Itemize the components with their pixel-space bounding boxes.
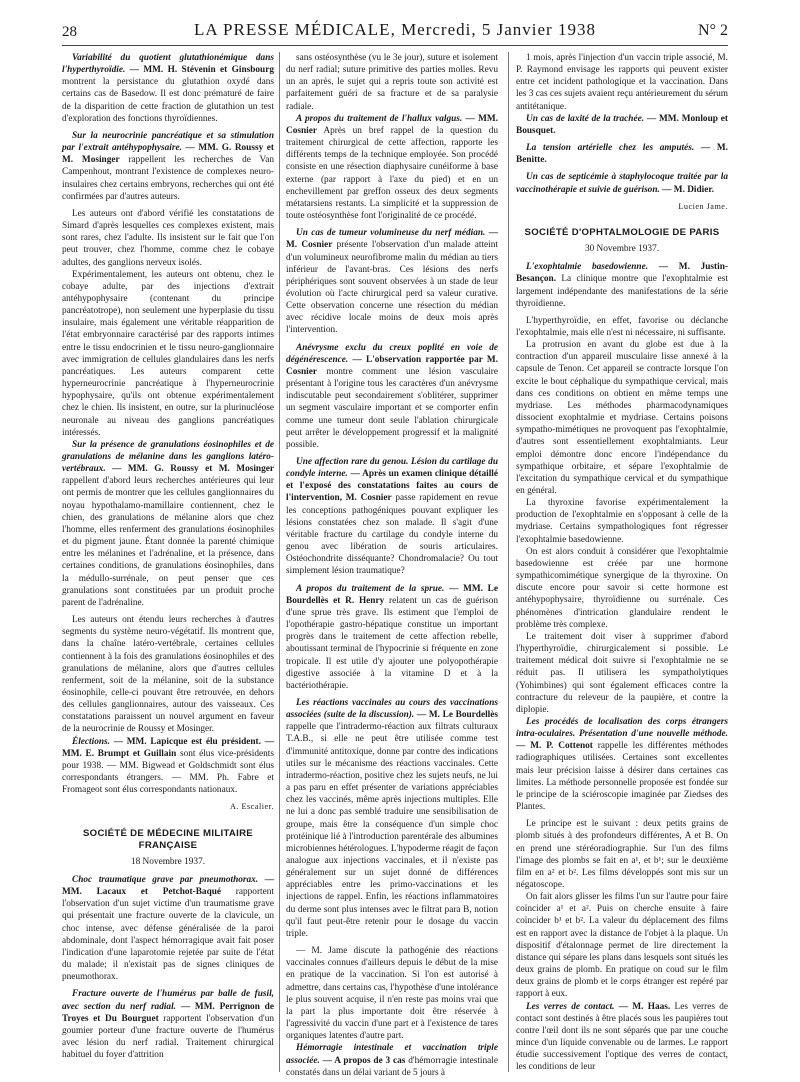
column-divider (279, 52, 280, 1072)
paragraph: Le principe est le suivant : deux petits grains de plomb situés à des profondeurs différentes, A et B. On en prend une stéréoradiographie. Sur l'un des films l'image des plombs se fait en a¹, et b¹; sur le deuxième film en a² et b². Les films développés sont mis sur un négatoscope. (516, 819, 728, 890)
communication (286, 113, 498, 222)
communication-authors: — MM. Lapicque est élu président. — MM. E. Brumpt et Guillain (62, 736, 274, 759)
paragraph: Les auteurs ont étendu leurs recherches à d'autres segments du système neuro-végétatif. Ils montrent que, dans la chaîne latéro-vertébrale, certaines cellules contiennent à la fois des granulations éosinophiles et des granulations de mélanine, alors que d'autres cellules renferment, soit de la mélanine, soit de la substance éosinophile, celle-ci pouvant être retrouvée, en dehors des cellules ganglionnaires, autour des vaisseaux. Ces constatations paraissent un nouvel argument en faveur de la neurocrinie de Roussy et Mosinger. (62, 615, 274, 735)
communication-body: relatent un cas de guérison d'une sprue très grave. Ils estiment que l'emploi de l'opothérapie gastro-hépatique constitue un important progrès dans le traitement de cette affection rebelle, aboutissant terminal de l'hypocrinie si fréquente en zone tropicale. Il est utile d'y ajouter une polyopothérapie digestive associée à la vitamine D et à la bactériothérapie. (286, 595, 498, 691)
journal-title: LA PRESSE MÉDICALE, Mercredi, 5 Janvier 1938 (194, 20, 596, 39)
signature: Lucien Jame. (678, 201, 728, 211)
communication (516, 716, 728, 813)
communication (62, 874, 274, 983)
communication-body: Les verres de contact sont destinés à être placés sous les paupières tout contre l'œil dont ils ne sont séparés que par une couche mince d'un liquide convenable ou de larmes. Le rapport étudie successivement l'optique des verres de contact, les conditions de leur (516, 1001, 729, 1073)
communication-authors: — MM. G. Roussy et M. Mosinger (62, 143, 274, 166)
communication (516, 1001, 728, 1074)
communication-title: A propos du traitement de la sprue. (296, 583, 445, 594)
communication-authors: — L'observation rapportée par M. Cosnier (286, 354, 498, 377)
session-date: 30 Novembre 1937. (584, 244, 660, 255)
paragraph: Les auteurs ont d'abord vérifié les constatations de Simard d'après lesquelles ces complexes existent, mais sont rares, chez l'adulte. Ils insistent sur le fait que l'on peut trouver, chez l'homme, comme chez le cobaye adultes, des ganglions nerveux isolés. (62, 208, 274, 268)
communication-body: d'hémorragie intestinale constatés dans un délai variant de 5 jours à (286, 1055, 498, 1078)
communication (286, 697, 498, 940)
paragraph: sans ostéosynthèse (vu le 3e jour), suture et isolement du nerf radial; suture primitive des parties molles. Revu un an après, le sujet qui a repris toute son activité est parfaitement guéri de sa fracture et de sa paralysie radiale. (286, 53, 498, 112)
communication-body: rappelle que l'intradermo-réaction aux filtrats culturaux T.A.B., si elle ne peut être utilisée comme test d'immunité antitoxique, donne par contre des indications utiles sur le mécanisme des réactions vaccinales. Cette intradermo-réaction, positive chez les sujets neufs, ne lui a pas paru en effet présenter de variations appréciables chez les vaccinés, même après injections multiples. Elle ne lui a donc pas semblé traduire une sensibilisation de groupe, mais être la conséquence d'un simple choc protéinique lié à l'introduction parentérale des albumines microbiennes hétérologues. L'hypoderme réagit de façon analogue aux injections vaccinales, et il n'existe pas généralement sur un sujet donné de différences appréciables entre les primo-vaccinations et les injections de rappel. Enfin, les réactions inflammatoires du derme sont plus intenses avec le filtrat para B, notion qu'il faut peut-être retenir pour le dosage du vaccin triple. (286, 722, 498, 939)
page-number: 28 (62, 24, 77, 40)
communication-title: Sur la présence de granulations éosinophiles et de granulations de mélanine dans les ganglions latéro-vertébraux. (62, 439, 274, 475)
communication-title: Les procédés de localisation des corps étrangers intra-oculaires. Présentation d'une nouvelle méthode. (516, 716, 728, 740)
communication-body: présente l'observation d'un malade atteint d'un volumineux neurofibrome malin du médian au tiers inférieur de l'avant-bras. Ces lésions des nerfs périphériques sont souvent observées à un stade de leur évolution où l'acte chirurgical perd sa valeur curative. Cette observation concerne une résection du médian avec récidive locale moins de deux mois après l'intervention. (286, 240, 498, 336)
column-1-entries-b (62, 874, 274, 1061)
communication (62, 130, 274, 203)
column-3-entries (516, 52, 728, 196)
communication-title: Hémorragie intestinale et vaccination triple associée. (286, 1043, 498, 1066)
society-heading: SOCIÉTÉ DE MÉDECINE MILITAIRE FRANÇAISE (82, 827, 254, 851)
signature: A. Escalier. (230, 802, 274, 812)
communication-authors: — MM. Monloup et Bousquet. (516, 113, 728, 136)
paragraph: Le traitement doit viser à supprimer d'abord l'hyperthyroïdie, chirurgicalement si possible. Le traitement médical doit suivre si l'exophtalmie ne se réduit pas. Il utilisera les sympatholytiques (Yohimbines) qui sont également efficaces contre la contracture du releveur de la paupière, et contre la diplopie. (516, 631, 728, 715)
communication (62, 52, 274, 125)
paragraph: On fait alors glisser les films l'un sur l'autre pour faire coïncider a¹ et a². Puis on cherche ensuite à faire coïncider b¹ et b². La valeur du déplacement des films est en rapport avec la distance de l'objet à la plaque. Un dispositif d'étalonnage permet de lire directement la distance qui sépare les plans dans lesquels sont situés les deux grains de plomb. En pratique on coud sur le film deux grains de plomb et le corps étranger est repéré par rapport à eux. (516, 892, 728, 1000)
communication-title: Un cas de tumeur volumineuse du nerf médian. (296, 228, 486, 239)
communication-title: Un cas de laxité de la trachée. (526, 113, 645, 124)
communication (286, 342, 498, 451)
communication-authors: — Après un examen clinique détaillé et l'exposé des constatations faites au cours de l'intervention, M. Cosnier (286, 469, 498, 504)
communication (62, 988, 274, 1061)
communication (62, 736, 274, 797)
communication-title: Un cas de septicémie à staphylocoque traitée par la vaccinothérapie et suivie de guérison. (516, 172, 728, 195)
communication-body: sont élus vice-présidents pour 1938. — MM. Bigwead et Goldschmidt sont élus correspondants étrangers. — MM. Ph. Fabre et Fromageot sont élus correspondants nationaux. (62, 748, 275, 796)
communication-authors: — MM. G. Roussy et M. Mosinger (112, 464, 275, 475)
communication (516, 142, 728, 166)
communication-body: rappellent les recherches de Van Campenhout, montrant l'existence de complexes neuro-insulaires chez certains embryons, recherches qui ont été confirmées par d'autres auteurs. (62, 155, 274, 202)
communication-title: Variabilité du quotient glutathionémique dans l'hyperthyroïdie. (62, 53, 274, 76)
communication-authors: — MM. Cosnier (286, 113, 498, 136)
communication-authors: — MM. Le Bourdellès et R. Henry (286, 583, 498, 606)
paragraph: L'hyperthyroïdie, en effet, favorise ou déclanche l'exophtalmie, mais elle n'est ni nécessaire, ni suffisante. (516, 315, 728, 338)
communication-title: A propos du traitement de l'hallux valgus. (296, 113, 463, 124)
communication-body: rappellent d'abord leurs recherches antérieures qui leur ont permis de montrer que les cellules ganglionnaires du noyau hypothalamo-mamillaire contiennent, chez le chien, des granulations de mélanine alors que chez l'homme, elles renferment des granulations éosinophiles et du pigment jaune. Étant donnée la parenté chimique entre les mélanines et l'adrénaline, et la présence, dans certaines conditions, de granulations éosinophiles, dans la médullo-surrénale, on peut penser que ces granulations sont constituées par un produit proche parent de l'adrénaline. (62, 476, 274, 608)
communication-authors: — A propos de 3 cas (322, 1055, 406, 1066)
communication-title: L'exophtalmie basedowienne. (526, 262, 649, 273)
running-header (62, 18, 728, 44)
communication-title: Fracture ouverte de l'humérus par balle de fusil, avec section du nerf radial. (62, 989, 274, 1012)
communication (516, 113, 728, 137)
paragraph: La thyroxine favorise expérimentalement la production de l'exophtalmie en s'opposant à celle de la mydriase. Certains sympathologiques font régresser l'exophtalmie basedowienne. (516, 498, 728, 545)
session-date: 18 Novembre 1937. (130, 856, 206, 867)
communication-body: Après un bref rappel de la question du traitement chirurgical de cette affection, rapporte les différents temps de la technique employée. Son procédé consiste en une résection diaphysaire cunéiforme à base externe (par rapport à l'axe du pied) et en un enchevillement par greffon osseux des deux segments métatarsiens restants. La simplicité et la suppression de toute ostéosynthèse font l'originalité de ce procédé. (286, 125, 499, 222)
communication-title: Élections. (72, 736, 110, 747)
communication-title: Les réactions vaccinales au cours des vaccinations associées (suite de la discussion). (286, 697, 498, 721)
society-heading: SOCIÉTÉ D'OPHTALMOLOGIE DE PARIS (524, 226, 720, 238)
communication-authors: — M. Justin-Besançon. (516, 262, 728, 285)
communication-title: Choc traumatique grave par pneumothorax. (72, 875, 259, 885)
communication (286, 583, 498, 692)
communication-title: Une affection rare du genou. Lésion du cartilage du condyle interne. (286, 457, 498, 480)
communication (516, 171, 728, 195)
communication (286, 456, 498, 578)
paragraph: Expérimentalement, les auteurs ont obtenu, chez le cobaye adulte, par des injections d'extrait antéhypophysaire (contenant du principe pancréatotrope), non seulement une hyperplasie du tissu insulaire, mais également une véritable réapparition de l'état embryonnaire caractérisé par des rapports intimes entre le tissu endocrinien et le tissu neuro-ganglionnaire avec immigration de cellules glandulaires dans les nerfs pancréatiques. Les auteurs comparent cette hyperneurocrinie pancréatique à l'hyperneurocrinie hypophysaire, qu'ils ont obtenue expérimentalement chez le chien. Ils insistent, en outre, sur la plurinucléose neuronale au niveau des ganglions pancréatiques intéressés. (62, 269, 274, 438)
communication-body: passe rapidement en revue les conceptions pathogéniques pouvant expliquer les lésions constatées chez son malade. Il s'agit d'une véritable fracture du cartilage du condyle interne du genou avec libération de souris articulaires. Ostéochondrite disséquante? Chondromalacie? Ou tout simplement lésion traumatique? (286, 493, 498, 577)
paragraph: On est alors conduit à considérer que l'exophtalmie basedowienne est créée par une hormone sympathicomimétique synergique de la thyroxine. On discute encore pour savoir si cette hormone est antéhypophysaire, thyroïdienne ou surrénale. Ces phénomènes d'intrication glandulaire rendent le problème très complexe. (516, 546, 728, 630)
column-2 (286, 52, 499, 1078)
communication-body: rapportent l'observation d'un goumier porteur d'une fracture ouverte de l'humérus avec lésion du nerf radial. Traitement chirurgical habituel du foyer d'attrition (62, 1013, 274, 1061)
communication-authors: — MM. Perrignon de Troyes et Du Bourguet (62, 1001, 274, 1024)
communication-title: Les verres de contact. (526, 1001, 615, 1012)
communication-authors: — M. Didier. (662, 184, 714, 195)
column-2-entries (286, 52, 498, 1079)
column-1 (62, 52, 274, 1072)
communication (286, 1042, 498, 1078)
paragraph: 1 mois, après l'injection d'un vaccin triple associé, M. P. Raymond envisage les rapports qui peuvent exister entre cet incident pathologique et la vaccination. Dans les 3 cas ces sujets avaient reçu antérieurement du sérum antitétanique. (516, 53, 728, 112)
communication-authors: — M. Haas. (618, 1001, 671, 1012)
communication-authors: — M. Benitte. (516, 143, 728, 166)
paragraph: — M. Jame discute la pathogénie des réactions vaccinales connues d'ailleurs depuis le début de la mise en pratique de la vaccination. Si l'on est autorisé à admettre, dans certains cas, l'hypothèse d'une intolérance le plus souvent acquise, il n'en reste pas moins vrai que la part la plus importante doit être réservée à l'agressivité du vaccin d'une part et à l'existence de tares organiques latentes d'autre part. (286, 946, 498, 1042)
communication-body: rappelle les différentes méthodes radiographiques utilisées. Certaines sont excellentes mais leur précision laisse à désirer dans certaines cas limites. La méthode personnelle proposée est fondée sur le principe de la sciéroscopie imaginée par Ziedses des Plantes. (516, 741, 728, 813)
communication-authors: — MM. Lacaux et Petchot-Baqué (62, 875, 274, 898)
header-rule (62, 45, 728, 46)
communication-title: La tension artérielle chez les amputés. (526, 143, 695, 154)
communication-title: Anévrysme exclu du creux poplité en voie de dégénérescence. (286, 342, 498, 365)
communication-body: rapportent l'observation d'un sujet victime d'un traumatisme grave qui présentait une fracture ouverte de la clavicule, un choc intense, avec défense généralisée de la paroi abdominale, dont l'aspect hémorragique avait fait poser l'indication d'une laparotomie rejetée par suite de l'état du malade; il n'existait pas de signes cliniques de pneumothorax. (62, 887, 274, 983)
column-3-entries-b (516, 261, 728, 1073)
communication-body: montre comment une lésion vasculaire présentant à l'origine tous les caractères d'un anévrysme indiscutable peut secondairement s'oblitérer, supprimer un segment vasculaire important et se comporter enfin comme une tumeur dont seule l'ablation chirurgicale peut arrêter le développement progressif et la malignité possible. (286, 366, 498, 450)
communication-body: montrent la persistance du glutathion oxydé dans certains cas de Basedow. Il est donc prématuré de faire de la disparition de cette fraction de glutathion un test d'exploration des fonctions thyroïdiennes. (62, 77, 274, 124)
communication-authors: — M. Cosnier (286, 228, 498, 251)
communication (516, 261, 728, 310)
column-1-entries (62, 52, 274, 796)
communication (62, 439, 274, 609)
issue-number: N° 2 (698, 22, 728, 39)
column-divider (508, 52, 509, 1072)
column-3 (516, 52, 728, 1072)
communication-authors: — M. Le Bourdellès (416, 710, 498, 721)
paragraph: La protrusion en avant du globe est due à la contraction d'un appareil musculaire lisse annexé à la capsule de Tenon. Cet appareil se contracte lorsque l'on excite le bout céphalique du sympathique cervical, mais dans ces conditions on obtient en même temps une mydriase. Les méthodes pharmacodynamiques dissocient exophtalmie et mydriase. Certains poisons sympatho-mimétiques ne provoquent pas l'exophtalmie, d'autres sont essentiellement exophtalmiants. Leur emploi démontre donc encore l'indépendance du sympathique orbitaire, et sépare l'exophtalmie de l'excitation du sympathique cervical et du sympathique en général. (516, 340, 728, 496)
communication-title: Sur la neurocrinie pancréatique et sa stimulation par l'extrait antéhypophysaire. (62, 130, 274, 154)
communication-body: La clinique montre que l'exophtalmie est largement indépendante des manifestations de la série thyroïdienne. (516, 274, 729, 309)
communication (286, 227, 498, 336)
communication-authors: — MM. H. Stévenin et Ginsbourg (129, 65, 274, 76)
communication-authors: — M. P. Cottenot (516, 741, 593, 752)
